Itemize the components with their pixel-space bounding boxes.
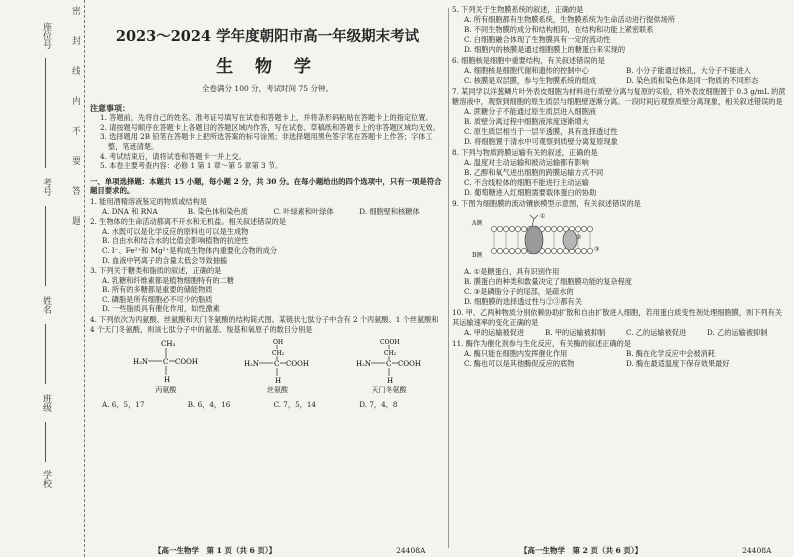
page-1-footer-label: 【高一生物学 第 1 页（共 6 页）】 xyxy=(154,545,277,555)
option-d: D. 一些脂质具有催化作用，如性激素 xyxy=(102,304,220,314)
option-c: C. 7，5，14 xyxy=(273,400,316,410)
option-c: C. 核膜是双层膜，参与生物膜系统的组成 xyxy=(464,76,597,85)
svg-text:H₂N: H₂N xyxy=(132,358,148,367)
svg-text:H: H xyxy=(275,377,282,386)
option-a: A. 6，5，17 xyxy=(102,400,145,410)
question-stem: 4. 下列依次为丙氨酸、丝氨酸和天门冬氨酸的结构简式图。某链状七肽分子中含有 2 个丙氨酸、1 个丝氨酸和 4 个天门冬氨酸，则该七肽分子中的氨基、羧基和氧原子的数目分别是 xyxy=(90,315,439,334)
option-d: D. 7，4，8 xyxy=(359,400,398,410)
question-stem: 2. 生物体的生命活动都离不开水和无机盐。相关叙述错误的是 xyxy=(90,217,287,227)
page-1-footer xyxy=(84,543,448,557)
structure-label: 天门冬氨酸 xyxy=(371,386,407,395)
side-field-seat: 座位号 xyxy=(41,22,51,49)
option-a: A. 温度对主动运输和被动运输都有影响 xyxy=(464,158,589,167)
option-a: A. 所有细胞都有生物膜系统，生物膜系统为生命活动进行提供场所 xyxy=(464,15,676,24)
svg-text:COOH: COOH xyxy=(174,358,198,367)
question-stem: 9. 下图为细胞膜的流动镶嵌模型示意图，有关叙述错误的是 xyxy=(452,199,641,208)
option-b: B. 甲的运输被抑制 xyxy=(545,328,606,337)
svg-text:COOH: COOH xyxy=(380,339,400,347)
option-a: A. 甲的运输被促进 xyxy=(464,328,525,337)
option-row xyxy=(464,349,788,359)
question-6 xyxy=(452,56,788,86)
option-row xyxy=(464,66,788,76)
question-stem: 10. 甲、乙两种物质分别依赖协助扩散和自由扩散进入细胞，若用蛋白质变性剂处理细胞膜，则下列有关其运输速率的变化正确的是 xyxy=(452,308,782,327)
svg-text:H: H xyxy=(387,377,394,386)
svg-text:H₂N: H₂N xyxy=(356,360,372,369)
option-c: C. 酶也可以是其他酶促反应的底物 xyxy=(464,359,575,368)
exam-subject: 生 物 学 xyxy=(216,57,319,77)
note-item: 1. 答题前，先将自己的姓名、准考证号填写在试卷和答题卡上，并将条形码粘贴在答题卡上的指定位置。 xyxy=(100,113,433,123)
section-heading: 一、单项选择题：本题共 15 小题，每小题 2 分，共 30 分。在每小题给出的四个选项中，只有一项是符合题目要求的。 xyxy=(90,176,442,196)
option-c: C. ③是磷脂分子的尾部，是疏水的 xyxy=(464,287,574,296)
figure-mark-3: ③ xyxy=(594,246,600,253)
side-field-class: 班级 xyxy=(41,394,51,412)
svg-text:C: C xyxy=(274,360,280,369)
page-2-footer-code: 24408A xyxy=(742,545,772,555)
option-a: A. 水既可以是化学反应的原料也可以是生成物 xyxy=(102,226,249,236)
svg-text:COOH: COOH xyxy=(398,360,422,369)
structure-label: 丙氨酸 xyxy=(155,386,177,395)
option-d: D. 染色质和染色体是同一物质的不同形态 xyxy=(626,76,759,85)
page-1-footer-code: 24408A xyxy=(396,545,426,555)
question-stem: 11. 酶作为催化剂参与生化反应，有关酶的叙述正确的是 xyxy=(452,339,632,348)
structure-label: 丝氨酸 xyxy=(266,386,288,395)
figure-label-a-side: A侧 xyxy=(472,220,483,227)
question-4 xyxy=(90,315,445,410)
option-a: A. 酶只能在细胞内发挥催化作用 xyxy=(464,349,568,358)
option-b: B. 小分子能通过核孔，大分子不能进入 xyxy=(626,66,751,75)
question-stem: 7. 某同学以洋葱鳞片叶外表皮细胞为材料进行质壁分离与复原的实验，将外表皮细胞置于 0.3 g/mL 的蔗糖溶液中，观察到细胞的原生质层与细胞壁逐渐分离。一段时间后观察质壁分离现象，相关叙述错误的是 xyxy=(452,87,786,106)
side-line xyxy=(45,324,46,384)
page-2-column xyxy=(452,4,788,550)
svg-text:COOH: COOH xyxy=(286,360,310,369)
page-2-footer xyxy=(450,543,794,557)
question-2 xyxy=(90,217,445,265)
side-line xyxy=(45,58,46,168)
option-row xyxy=(464,328,788,338)
serine-structure-icon xyxy=(242,338,312,386)
option-row xyxy=(102,207,445,217)
option-c: C. 乙的运输被促进 xyxy=(626,328,687,337)
option-b: B. 膜蛋白的种类和数量决定了细胞膜功能的复杂程度 xyxy=(464,277,632,286)
svg-text:CH₃: CH₃ xyxy=(160,340,176,349)
side-field-name: 姓名 xyxy=(41,296,51,314)
svg-text:CH₂: CH₂ xyxy=(272,350,285,358)
side-field-school: 学校 xyxy=(41,470,51,488)
svg-text:CH₂: CH₂ xyxy=(384,350,397,358)
option-d: D. 血液中钙离子的含量太低会导致抽搐 xyxy=(102,255,228,265)
option-row xyxy=(464,359,788,369)
option-c: C. 叶绿素和叶绿体 xyxy=(273,206,334,216)
note-item: 2. 请按题号顺序在答题卡上各题目的答题区域内作答，写在试卷、草稿纸和答题卡上的非答题区域均无效。 xyxy=(100,122,440,132)
question-9 xyxy=(452,199,788,307)
svg-text:H₂N: H₂N xyxy=(244,360,260,369)
option-b: B. 自由水和结合水的比值会影响植物的抗逆性 xyxy=(102,236,249,246)
notes-heading: 注意事项： xyxy=(90,102,130,113)
side-line xyxy=(45,206,46,286)
question-7 xyxy=(452,87,788,147)
side-line xyxy=(45,422,46,462)
seal-line-text: 密 封 线 内 不 要 答 题 xyxy=(70,6,80,226)
question-stem: 8. 下列与物质跨膜运输有关的叙述，正确的是 xyxy=(452,148,598,157)
fluid-mosaic-membrane-icon xyxy=(472,213,602,265)
option-b: B. 质壁分离过程中细胞液浓度逐渐增大 xyxy=(464,117,589,126)
question-stem: 5. 下列关于生物膜系统的叙述，正确的是 xyxy=(452,5,584,14)
option-d: D. 将细胞置于清水中可观察到质壁分离复原现象 xyxy=(464,137,618,146)
option-d: D. 葡萄糖进入红细胞需要载体蛋白的协助 xyxy=(464,188,597,197)
option-d: D. 细胞内的核膜是通过细胞膜上的糖蛋白来实现的 xyxy=(464,45,626,54)
option-c: C. 磷脂是所有细胞必不可少的脂质 xyxy=(102,294,213,304)
question-stem: 3. 下列关于糖类和脂质的叙述，正确的是 xyxy=(90,266,222,276)
question-1 xyxy=(90,197,445,216)
svg-text:H: H xyxy=(163,376,170,385)
note-item: 5. 本卷主要考查内容：必修 1 第 1 章～第 5 章第 3 节。 xyxy=(100,161,283,171)
svg-text:OH: OH xyxy=(273,339,284,347)
option-d: D. 细胞壁和核糖体 xyxy=(359,206,420,216)
side-field-exam-number: 考号 xyxy=(41,178,51,196)
structure-aspartic-acid xyxy=(354,338,424,400)
binding-gutter xyxy=(0,0,85,557)
structure-serine xyxy=(242,338,312,400)
page-1-column xyxy=(90,20,445,550)
note-item: 3. 选择题用 2B 铅笔在答题卡上把所选答案的标号涂黑；非选择题用黑色签字笔在答题卡上作答；字体工整，笔迹清楚。 xyxy=(100,132,433,151)
option-a: A. DNA 和 RNA xyxy=(102,206,158,216)
option-d: D. 酶在最适温度下保存效果最好 xyxy=(626,359,730,368)
page-2-footer-label: 【高一生物学 第 2 页（共 6 页）】 xyxy=(520,545,643,555)
question-10 xyxy=(452,308,788,338)
option-a: A. 乳糖和纤维素都是植物细胞特有的二糖 xyxy=(102,275,234,285)
svg-text:C: C xyxy=(386,360,392,369)
option-b: B. 酶在化学反应中会被消耗 xyxy=(626,349,715,358)
structure-alanine xyxy=(131,338,201,400)
note-item: 4. 考试结束后，请将试卷和答题卡一并上交。 xyxy=(100,151,246,161)
amino-acid-structures xyxy=(110,338,445,400)
aspartic-acid-structure-icon xyxy=(354,338,424,386)
option-b: B. 染色体和染色质 xyxy=(187,206,248,216)
option-a: A. 蔗糖分子不能通过原生质层进入细胞液 xyxy=(464,107,596,116)
option-row xyxy=(464,76,788,86)
question-5 xyxy=(452,5,788,55)
question-stem: 1. 能用酒精溶液鉴定的物质或结构是 xyxy=(90,196,207,206)
option-a: A. 细胞核是细胞代谢和遗传的控制中心 xyxy=(464,66,589,75)
figure-mark-2: ② xyxy=(576,234,582,241)
option-a: A. ①是糖蛋白，具有识别作用 xyxy=(464,267,560,276)
figure-mark-1: ① xyxy=(540,213,546,220)
alanine-structure-icon xyxy=(131,338,201,386)
option-row xyxy=(102,400,445,410)
question-3 xyxy=(90,266,445,314)
scoring-note: 全卷满分 100 分，考试时间 75 分钟。 xyxy=(202,84,333,93)
question-8 xyxy=(452,148,788,198)
option-c: C. 不含线粒体的细胞不能进行主动运输 xyxy=(464,178,589,187)
question-11 xyxy=(452,339,788,369)
membrane-figure xyxy=(472,213,602,265)
svg-text:C: C xyxy=(162,358,169,367)
option-d: D. 细胞膜的选择透过性与②③都有关 xyxy=(464,297,582,306)
figure-label-b-side: B侧 xyxy=(472,252,483,259)
option-c: C. 白细胞融合体现了生物膜具有一定的流动性 xyxy=(464,35,611,44)
option-b: B. 不同生物膜的成分和结构相同，在结构和功能上紧密联系 xyxy=(464,25,654,34)
option-b: B. 乙醇和氧气进出细胞的跨膜运输方式不同 xyxy=(464,168,604,177)
option-c: C. 原生质层相当于一层半透膜，具有选择透过性 xyxy=(464,127,618,136)
option-c: C. I⁻、Fe²⁺和 Mg²⁺是构成生物体内重要化合物的成分 xyxy=(102,245,278,255)
exam-title: 2023～2024 学年度朝阳市高一年级期末考试 xyxy=(115,28,420,45)
question-stem: 6. 细胞核是细胞中重要结构，有关叙述错误的是 xyxy=(452,56,605,65)
option-b: B. 6，4，16 xyxy=(187,400,231,410)
option-b: B. 所有的多糖都是重要的储能物质 xyxy=(102,285,213,295)
option-d: D. 乙的运输被抑制 xyxy=(707,328,768,337)
page-divider xyxy=(448,8,449,548)
